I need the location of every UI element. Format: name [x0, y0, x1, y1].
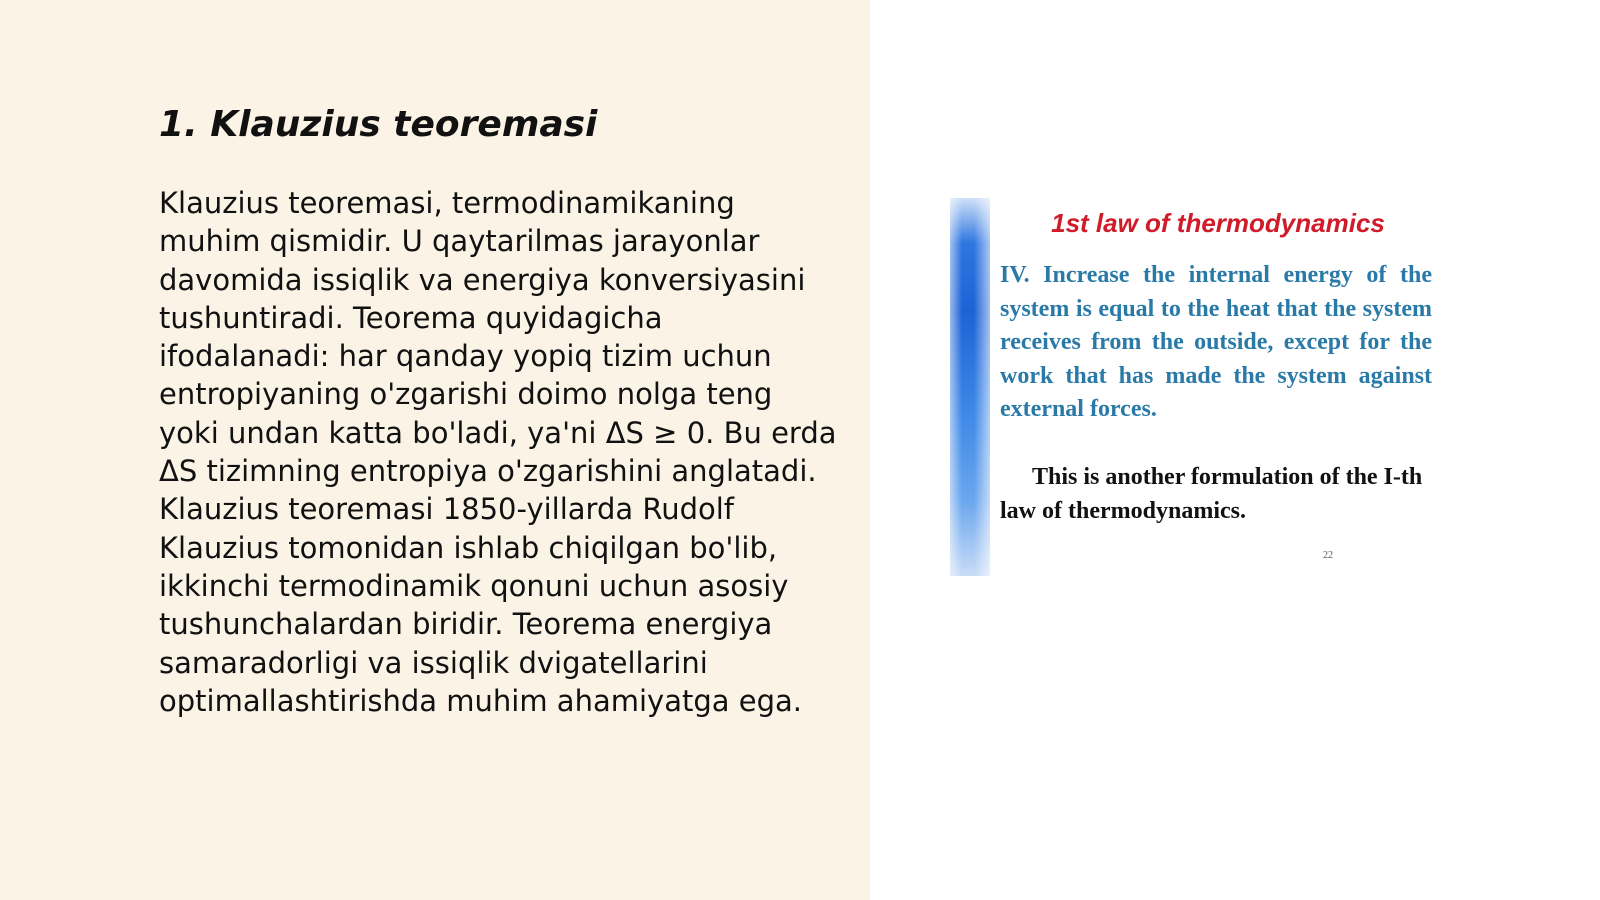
figure-formulation-note: This is another formulation of the I-th law of thermodynamics. [1000, 464, 1423, 524]
slide-heading: 1. Klauzius teoremasi [159, 104, 598, 145]
figure-title: 1st law of thermodynamics [1051, 208, 1385, 238]
blue-gradient-bar [950, 198, 990, 576]
figure-law-statement: IV. Increase the internal energy of the system is equal to the heat that the system receives from the outside, except for the work that has made the system against external forces. [1000, 262, 1432, 423]
thermodynamics-figure [948, 198, 1438, 576]
slide-body-text: Klauzius teoremasi, termodinamikaning muhim qismidir. U qaytarilmas jarayonlar davomida issiqlik va energiya konversiyasini tushuntiradi. Teorema quyidagicha ifodalanadi: har qanday yopiq tizim uchun entropiyaning o'zgarishi doimo nolga teng yoki undan katta bo'ladi, ya'ni ΔS ≥ 0. Bu erda ΔS tizimning entropiya o'zgarishini anglatadi. Klauzius teoremasi 1850-yillarda Rudolf Klauzius tomonidan ishlab chiqilgan bo'lib, ikkinchi termodinamik qonuni uchun asosiy tushunchalardan biridir. Teorema energiya samaradorligi va issiqlik dvigatellarini optimallashtirishda muhim ahamiyatga ega. [159, 186, 837, 718]
figure-page-number: 22 [1323, 550, 1333, 561]
